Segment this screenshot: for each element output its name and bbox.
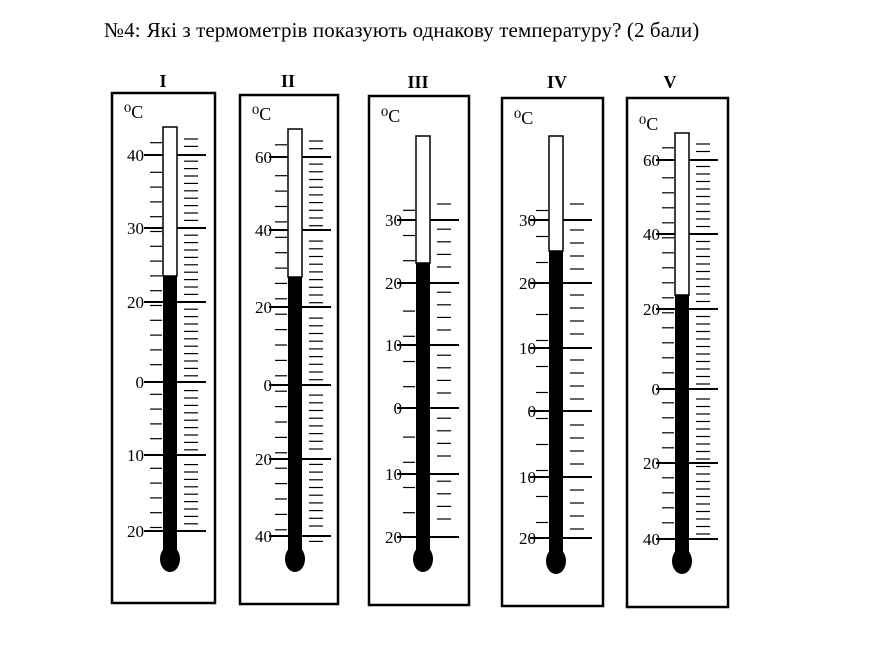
thermometer-number: V <box>663 72 677 92</box>
scale-label: 60 <box>643 151 660 170</box>
scale-label: 40 <box>255 527 272 546</box>
mercury-column <box>416 263 430 555</box>
scale-label: 10 <box>519 468 536 487</box>
scale-label: 10 <box>385 465 402 484</box>
mercury-column <box>675 295 689 557</box>
scale-label: 0 <box>135 373 144 392</box>
thermometer-v <box>627 72 728 607</box>
question-text: Які з термометрів показують однакову температуру? (2 бали) <box>146 18 700 42</box>
thermometer-iv <box>502 72 603 606</box>
scale-label: 0 <box>263 376 272 395</box>
tube-empty <box>288 129 302 277</box>
mercury-column <box>163 276 177 555</box>
scale-label: 20 <box>385 528 402 547</box>
tube-empty <box>675 133 689 295</box>
tube-empty <box>163 127 177 276</box>
bulb <box>160 546 180 572</box>
thermometer-number: II <box>280 71 296 91</box>
unit-label: ⁰С <box>639 114 659 134</box>
mercury-column <box>288 277 302 555</box>
scale-label: 20 <box>385 274 402 293</box>
scale-label: 10 <box>519 339 536 358</box>
question-number: №4: <box>104 18 141 42</box>
scale-label: 20 <box>519 274 536 293</box>
scale-label: 20 <box>519 529 536 548</box>
scale-label: 40 <box>643 530 660 549</box>
thermometer-number: I <box>159 71 167 91</box>
unit-label: ⁰С <box>381 106 401 126</box>
scale-label: 20 <box>643 300 660 319</box>
unit-label: ⁰С <box>124 102 144 122</box>
scale-label: 40 <box>255 221 272 240</box>
unit-label: ⁰С <box>252 104 272 124</box>
scale-label: 20 <box>255 298 272 317</box>
mercury-column <box>549 251 563 557</box>
thermometer-ii <box>240 71 338 604</box>
scale-label: 20 <box>643 454 660 473</box>
scale-label: 20 <box>255 450 272 469</box>
thermometer-i <box>112 71 215 603</box>
bulb <box>285 546 305 572</box>
scale-label: 0 <box>527 402 536 421</box>
scale-label: 30 <box>385 211 402 230</box>
scale-label: 0 <box>651 380 660 399</box>
scale-label: 30 <box>519 211 536 230</box>
scale-label: 60 <box>255 148 272 167</box>
tube-empty <box>416 136 430 263</box>
scale-label: 30 <box>127 219 144 238</box>
unit-label: ⁰С <box>514 108 534 128</box>
thermometer-number: III <box>407 72 429 92</box>
scale-label: 20 <box>127 293 144 312</box>
bulb <box>413 546 433 572</box>
scale-label: 0 <box>393 399 402 418</box>
scale-label: 10 <box>127 446 144 465</box>
thermometer-iii <box>369 72 469 605</box>
scale-label: 40 <box>127 146 144 165</box>
scale-label: 10 <box>385 336 402 355</box>
scale-label: 20 <box>127 522 144 541</box>
thermometer-number: IV <box>546 72 568 92</box>
scale-label: 40 <box>643 225 660 244</box>
bulb <box>672 548 692 574</box>
bulb <box>546 548 566 574</box>
tube-empty <box>549 136 563 251</box>
